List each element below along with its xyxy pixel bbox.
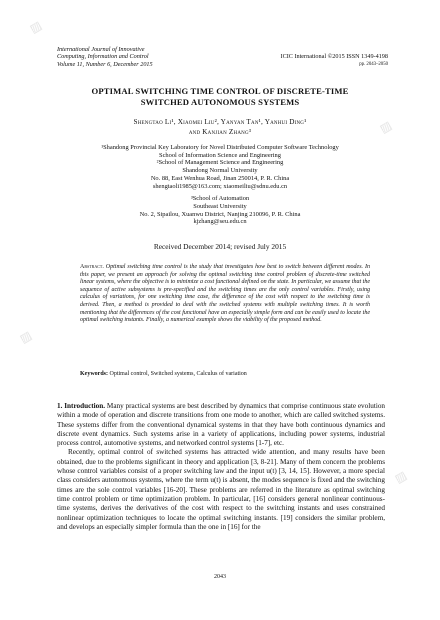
affil-line: Shandong Normal University — [182, 167, 258, 175]
affiliations — [40, 144, 400, 226]
watermark: ▨ — [27, 18, 45, 36]
publisher-header — [281, 53, 388, 69]
watermark: ▨ — [17, 328, 35, 346]
section-title: Introduction. — [64, 402, 106, 410]
affil-email: kjzhang@seu.edu.cn — [193, 218, 247, 226]
title-line2: SWITCHED AUTONOMOUS SYSTEMS — [140, 96, 300, 107]
issn-line: ICIC International ©2015 ISSN 1349-4198 — [280, 53, 388, 60]
section-number: 1. — [57, 402, 63, 410]
journal-header — [57, 46, 257, 68]
paragraph — [57, 402, 385, 448]
paragraph-text: Recently, optimal control of switched systems has attracted wide attention, and many results have been obtained, due to the problems significant in theory and application [3, 8-21]. Many of them concern the problems whose control variables consist of a proper switching law and the input u(t) [3, 14, 15]. However, a more special class considers autonomous systems, where the term u(t) is absent, the modes sequence is fixed and the switching times are the sole control variables [16-20]. These problems are referred in the literature as optimal switching time control problem or time optimization problem. In particular, [16] considers general nonlinear continuous-time systems, derives the derivatives of the cost with respect to the switching instants and uses constrained nonlinear optimization techniques to locate the optimal switching instants. [19] considers the similar problem, and develops an especially simpler formula than the one in [16] for the — [57, 448, 385, 531]
journal-volume: Volume 11, Number 6, December 2015 — [57, 60, 153, 68]
abstract-text: Optimal switching time control is the study that investigates how best to switch between different modes. In this paper, we present an approach for solving the optimal switching time control problem of discrete-time switched linear systems, where the objective is to minimize a cost functional defined on the state. In particular, we assume that the sequence of active subsystems is pre-specified and the switching times are the only control variables. Firstly, using calculus of variations, for one switching time case, the difference of the cost with respect to the switching time is derived. Then, a method is provided to deal with the switched systems with multiple switching times. It is worth mentioning that the differences of the cost functional have an especially simple form and can be easily used to locate the optimal switching instants. Finally, a numerical example shows the viability of the proposed method. — [80, 264, 371, 324]
affil-line: No. 2, Sipailou, Xuanwu District, Nanjing 210096, P. R. China — [139, 210, 301, 218]
authors-line1: Shengtao Li¹, Xiaomei Liu², Yanyan Tan¹, Yanhui Ding¹ — [133, 118, 307, 126]
affil-line: ²School of Management Science and Engineering — [156, 159, 284, 167]
page-number: 2043 — [214, 574, 226, 580]
journal-name-line1: International Journal of Innovative — [57, 46, 145, 53]
affil-line: Southeast University — [193, 202, 247, 210]
authors-line2: and Kanjian Zhang³ — [188, 128, 252, 136]
keywords — [80, 371, 370, 379]
section-introduction — [57, 402, 385, 532]
affil-line: No. 88, East Wenhua Road, Jinan 250014, P. R. China — [150, 174, 290, 182]
affil-line: ³School of Automation — [190, 195, 250, 203]
page-range: pp. 2043–2050 — [359, 62, 388, 67]
paragraph — [57, 448, 385, 532]
journal-name-line2: Computing, Information and Control — [57, 53, 149, 61]
author-list — [40, 117, 400, 137]
abstract-label: Abstract. — [80, 264, 104, 270]
affil-line: School of Information Science and Engineering — [159, 151, 281, 159]
received-dates: Received December 2014; revised July 2015 — [153, 242, 287, 251]
keywords-text: Optimal control, Switched systems, Calculus of variation — [109, 371, 247, 377]
affil-line: ¹Shandong Provincial Key Laboratory for Novel Distributed Computer Software Technology — [101, 144, 339, 151]
abstract — [80, 264, 370, 325]
watermark: ▨ — [392, 468, 410, 486]
watermark: ▨ — [377, 118, 395, 136]
paper-title — [40, 86, 400, 107]
title-line1: OPTIMAL SWITCHING TIME CONTROL OF DISCRETE-TIME — [91, 86, 349, 96]
paragraph-text: Many practical systems are best described by dynamics that comprise continuous state evolution within a mode of operation and discrete transitions from one mode to another, which are called switched systems. These systems differ from the conventional dynamical systems in that they have both continuous dynamics and discrete event dynamics. Such systems arise in a variety of applications, including power systems, industrial process control, automotive systems, and networked control systems [1-7], etc. — [57, 402, 386, 448]
affil-email: shengtaoli1985@163.com; xiaomeiliu@sdnu.edu.cn — [152, 182, 288, 190]
keywords-label: Keywords: — [80, 371, 108, 377]
